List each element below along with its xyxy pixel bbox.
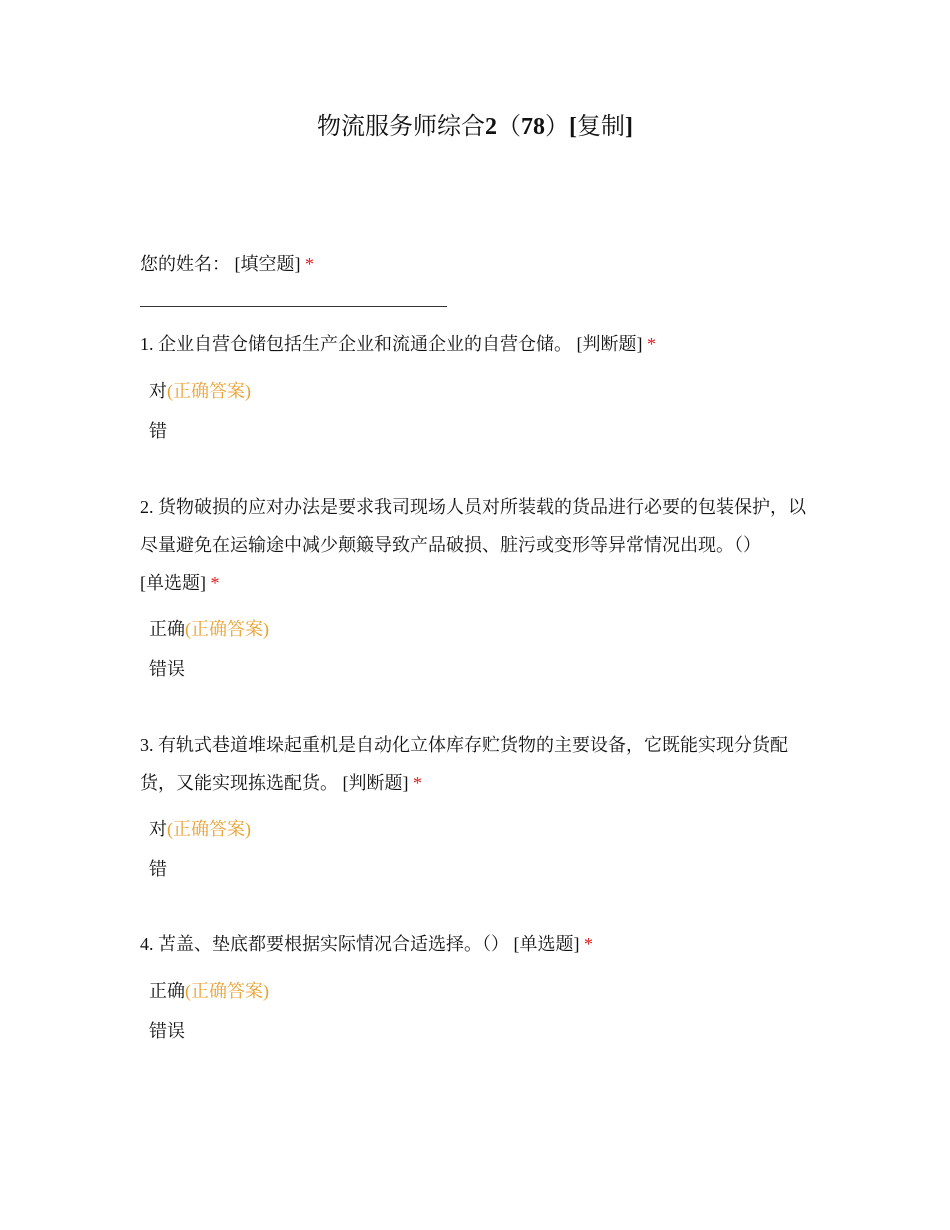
question-1 (140, 325, 815, 363)
title-paren-close: ） (545, 114, 569, 140)
option-q1-1 (149, 379, 251, 403)
question-3 (140, 726, 815, 802)
name-question-label: 您的姓名： (140, 254, 230, 274)
option-label: 错 (149, 859, 167, 879)
required-marker: * (647, 334, 656, 354)
title-number: 2 (485, 114, 497, 140)
correct-answer-label: (正确答案) (185, 981, 269, 1001)
required-marker: * (584, 934, 593, 954)
option-label: 正确 (149, 619, 185, 639)
title-paren-open: （ (497, 114, 521, 140)
question-text: 2. 货物破损的应对办法是要求我司现场人员对所装载的货品进行必要的包装保护，以尽量避免在运输途中减少颠簸导致产品破损、脏污或变形等异常情况出现。（） (140, 497, 806, 555)
title-bracket-close: ] (625, 114, 633, 140)
question-type: [填空题] (234, 254, 301, 274)
question-text: 3. 有轨式巷道堆垛起重机是自动化立体库存贮货物的主要设备，它既能实现分货配货，又能实现拣选配货。 (140, 735, 788, 793)
title-copy-label: 复制 (577, 114, 625, 140)
question-4 (140, 925, 815, 963)
title-bracket-open: [ (569, 114, 577, 140)
correct-answer-label: (正确答案) (185, 619, 269, 639)
question-text: 1. 企业自营仓储包括生产企业和流通企业的自营仓储。 (140, 334, 572, 354)
required-marker: * (413, 773, 422, 793)
question-type: [判断题] (576, 334, 643, 354)
option-q2-2 (149, 657, 185, 681)
correct-answer-label: (正确答案) (167, 381, 251, 401)
question-type: [单选题] (140, 573, 206, 593)
option-label: 对 (149, 381, 167, 401)
question-text: 4. 苫盖、垫底都要根据实际情况合适选择。（） (140, 934, 509, 954)
option-q4-2 (149, 1019, 185, 1043)
name-question (140, 252, 314, 276)
required-marker: * (210, 573, 220, 593)
correct-answer-label: (正确答案) (167, 819, 251, 839)
question-2 (140, 488, 815, 602)
option-label: 错误 (149, 1021, 185, 1041)
name-answer-line[interactable] (140, 306, 447, 307)
page-title (0, 110, 950, 144)
option-q1-2 (149, 419, 167, 443)
question-type: [判断题] (342, 773, 409, 793)
option-q2-1 (149, 617, 269, 641)
title-count: 78 (521, 114, 545, 140)
option-label: 对 (149, 819, 167, 839)
required-marker: * (305, 254, 314, 274)
option-q4-1 (149, 979, 269, 1003)
option-label: 错 (149, 421, 167, 441)
option-q3-1 (149, 817, 251, 841)
option-label: 正确 (149, 981, 185, 1001)
title-text: 物流服务师综合 (317, 114, 485, 140)
option-q3-2 (149, 857, 167, 881)
option-label: 错误 (149, 659, 185, 679)
question-type: [单选题] (513, 934, 580, 954)
